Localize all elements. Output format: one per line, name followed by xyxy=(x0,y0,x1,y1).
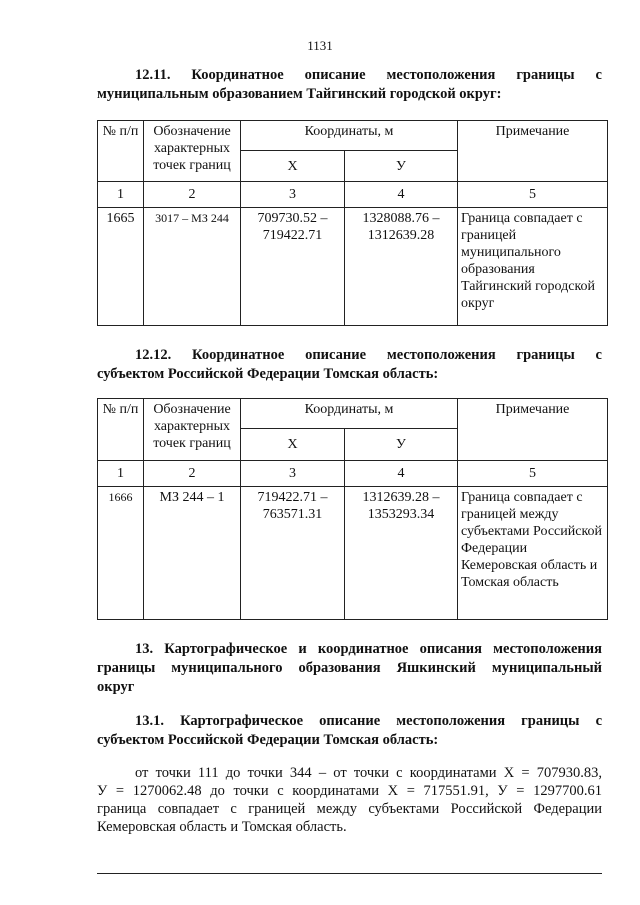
index-cell: 4 xyxy=(345,461,458,487)
section-12-12-title-line2: субъектом Российской Федерации Томская область: xyxy=(97,366,439,382)
header-num: № п/п xyxy=(98,121,144,182)
body-line: Кемеровская область и Томская область. xyxy=(97,819,347,835)
header-x: Х xyxy=(241,429,345,461)
row-designation: МЗ 244 – 1 xyxy=(144,487,241,620)
section-13-title-line2: границы муниципального образования Яшкинский муниципальный xyxy=(97,660,602,676)
section-13-title-line1: 13. Картографическое и координатное описания местоположения xyxy=(135,641,602,657)
section-13-1-body xyxy=(97,764,602,836)
section-13-1-title-line1: 13.1. Картографическое описание местоположения границы с xyxy=(135,713,602,729)
row-designation: 3017 – МЗ 244 xyxy=(144,208,241,326)
index-cell: 5 xyxy=(458,182,608,208)
index-cell: 2 xyxy=(144,182,241,208)
row-x: 719422.71 – 763571.31 xyxy=(241,487,345,620)
section-13-1-title-line2: субъектом Российской Федерации Томская область: xyxy=(97,732,439,748)
section-13-title xyxy=(97,640,602,697)
table-12-11 xyxy=(97,120,608,326)
index-cell: 3 xyxy=(241,182,345,208)
header-num: № п/п xyxy=(98,399,144,461)
row-num: 1666 xyxy=(98,487,144,620)
body-line: У = 1270062.48 до точки с координатами Х = 717551.91, У = 1297700.61 xyxy=(97,783,602,799)
section-12-11-title-line2: муниципальным образованием Тайгинский городской округ: xyxy=(97,86,502,102)
section-12-11-title xyxy=(97,66,602,104)
row-x: 709730.52 – 719422.71 xyxy=(241,208,345,326)
index-cell: 1 xyxy=(98,461,144,487)
header-coords: Координаты, м xyxy=(241,399,458,429)
header-y: У xyxy=(345,151,458,182)
header-note: Примечание xyxy=(458,399,608,461)
index-cell: 1 xyxy=(98,182,144,208)
header-y: У xyxy=(345,429,458,461)
row-note: Граница совпадает с границей муниципального образования Тайгинский городской округ xyxy=(458,208,608,326)
footer-divider xyxy=(97,873,602,874)
header-designation: Обозначение характерных точек границ xyxy=(144,399,241,461)
index-cell: 5 xyxy=(458,461,608,487)
section-12-11-title-line1: 12.11. Координатное описание местоположения границы с xyxy=(135,67,602,83)
table-row xyxy=(98,487,608,620)
body-line: от точки 111 до точки 344 – от точки с координатами Х = 707930.83, xyxy=(135,765,602,781)
section-12-12-title xyxy=(97,346,602,384)
header-x: Х xyxy=(241,151,345,182)
section-13-1-title xyxy=(97,712,602,750)
index-cell: 3 xyxy=(241,461,345,487)
row-y: 1312639.28 – 1353293.34 xyxy=(345,487,458,620)
index-cell: 4 xyxy=(345,182,458,208)
body-line: граница совпадает с границей между субъектами Российской Федерации xyxy=(97,801,602,817)
row-y: 1328088.76 – 1312639.28 xyxy=(345,208,458,326)
page-number: 1131 xyxy=(307,38,333,53)
row-num: 1665 xyxy=(98,208,144,326)
row-note: Граница совпадает с границей между субъектами Российской Федерации Кемеровская область и Томская область xyxy=(458,487,608,620)
index-cell: 2 xyxy=(144,461,241,487)
header-coords: Координаты, м xyxy=(241,121,458,151)
table-12-12 xyxy=(97,398,608,620)
header-designation: Обозначение характерных точек границ xyxy=(144,121,241,182)
section-13-title-line3: округ xyxy=(97,679,135,695)
table-row xyxy=(98,208,608,326)
header-note: Примечание xyxy=(458,121,608,182)
section-12-12-title-line1: 12.12. Координатное описание местоположения границы с xyxy=(135,347,602,363)
